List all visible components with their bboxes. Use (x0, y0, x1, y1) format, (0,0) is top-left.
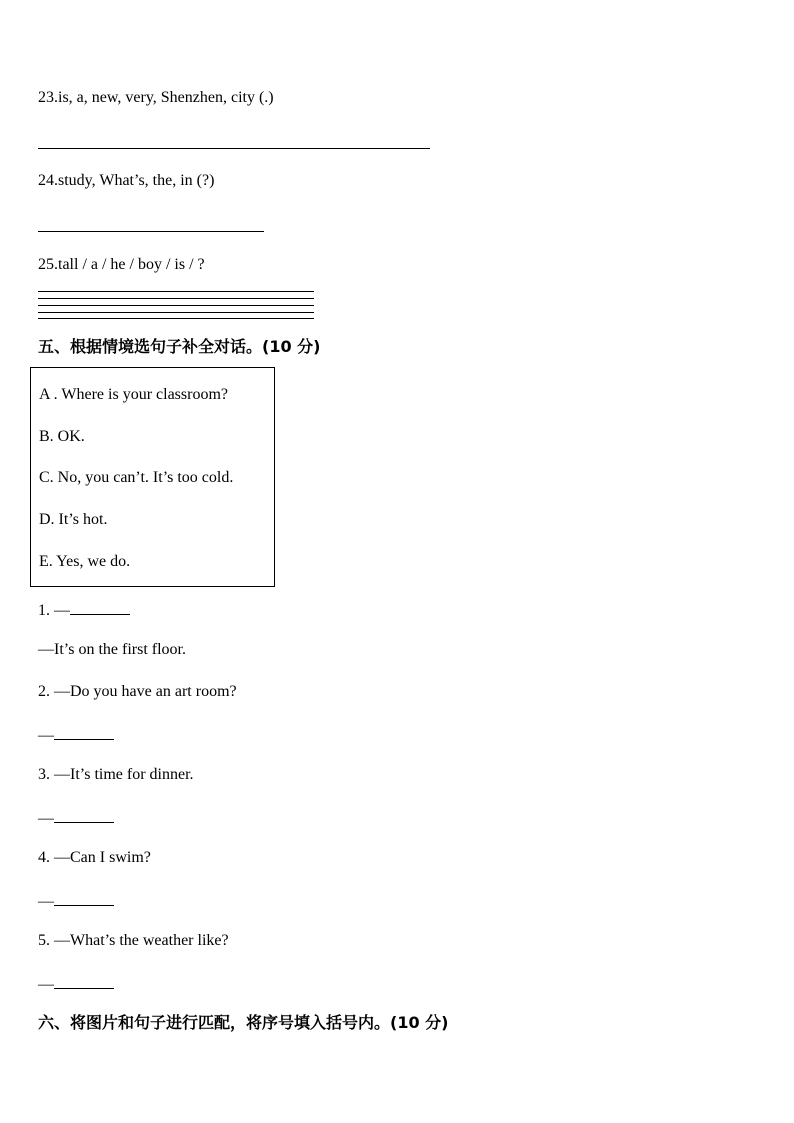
dialog-3-blank[interactable] (54, 806, 114, 823)
answer-line-24[interactable] (38, 231, 264, 232)
dialog-4-prompt: 4. —Can I swim? (38, 849, 151, 866)
answer-line-25c[interactable] (38, 305, 314, 306)
answer-line-23[interactable] (38, 148, 430, 149)
option-c: C. No, you can’t. It’s too cold. (39, 469, 234, 486)
question-25: 25.tall / a / he / boy / is / ? (38, 256, 205, 273)
dialog-5-prompt: 5. —What’s the weather like? (38, 932, 229, 949)
dialog-2-blank[interactable] (54, 723, 114, 740)
dialog-2-prompt: 2. —Do you have an art room? (38, 683, 237, 700)
dialog-3-reply (38, 806, 114, 829)
dialog-4-blank[interactable] (54, 889, 114, 906)
option-b: B. OK. (39, 428, 85, 445)
options-box (30, 367, 275, 587)
section-6-heading: 六、将图片和句子进行匹配，将序号填入括号内。(10 分) (38, 1013, 449, 1032)
dialog-4-reply-dash: — (38, 893, 54, 910)
answer-line-25d[interactable] (38, 312, 314, 313)
dialog-2-reply (38, 723, 114, 746)
option-d: D. It’s hot. (39, 511, 108, 528)
answer-line-25b[interactable] (38, 298, 314, 299)
answer-line-25a[interactable] (38, 291, 314, 292)
dialog-1-reply: —It’s on the first floor. (38, 641, 186, 658)
question-23: 23.is, a, new, very, Shenzhen, city (.) (38, 89, 274, 106)
dialog-5-reply-dash: — (38, 976, 54, 993)
question-24: 24.study, What’s, the, in (?) (38, 172, 215, 189)
dialog-3-reply-dash: — (38, 810, 54, 827)
answer-line-25e[interactable] (38, 318, 314, 319)
dialog-1-blank[interactable] (70, 598, 130, 615)
dialog-2-reply-dash: — (38, 727, 54, 744)
option-a: A . Where is your classroom? (39, 386, 228, 403)
dialog-5-reply (38, 972, 114, 995)
dialog-1-prompt-text: 1. — (38, 602, 70, 619)
option-e: E. Yes, we do. (39, 553, 131, 570)
dialog-4-reply (38, 889, 114, 912)
dialog-1-prompt (38, 598, 130, 621)
dialog-5-blank[interactable] (54, 972, 114, 989)
dialog-3-prompt: 3. —It’s time for dinner. (38, 766, 194, 783)
section-5-heading: 五、根据情境选句子补全对话。(10 分) (38, 337, 321, 356)
